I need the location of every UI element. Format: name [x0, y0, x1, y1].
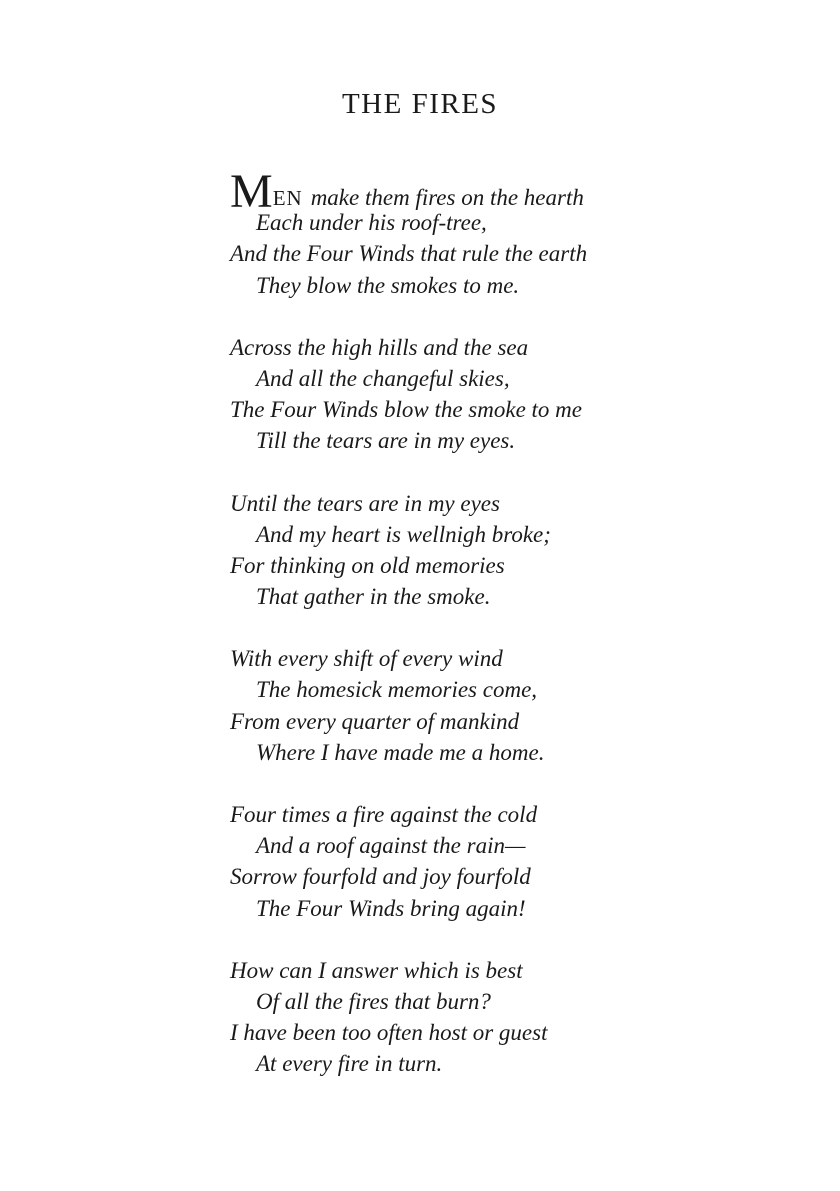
poem-line: That gather in the smoke.	[256, 584, 491, 610]
poem-line: And all the changeful skies,	[256, 365, 510, 391]
poem-line: At every fire in turn.	[256, 1051, 443, 1077]
poem-line: Where I have made me a home.	[256, 739, 545, 765]
stanza-1	[230, 165, 790, 301]
poem-title: THE FIRES	[341, 88, 499, 120]
stanza-6	[230, 955, 790, 1080]
poem-line: Of all the fires that burn?	[256, 988, 491, 1014]
poem-body	[230, 165, 790, 1111]
poem-line: I have been too often host or guest	[230, 1020, 548, 1046]
first-line-text: make them fires on the hearth	[310, 185, 584, 210]
poem-line: From every quarter of mankind	[230, 708, 520, 734]
poem-line: Four times a fire against the cold	[230, 802, 538, 827]
poem-line: The homesick memories come,	[256, 677, 538, 703]
poem-line: Each under his roof-tree,	[256, 210, 487, 236]
poem-line: With every shift of every wind	[230, 646, 503, 672]
stanza-3	[230, 488, 790, 613]
poem-line: Across the high hills and the sea	[230, 334, 529, 360]
poem-line: And the Four Winds that rule the earth	[230, 241, 588, 267]
poem-line: Till the tears are in my eyes.	[256, 428, 516, 454]
drop-cap: M	[230, 165, 273, 218]
poem-line: Until the tears are in my eyes	[230, 490, 500, 516]
poem-line: And my heart is wellnigh broke;	[256, 521, 551, 547]
poem-line: And a roof against the rain—	[256, 833, 526, 859]
stanza-5	[230, 799, 790, 924]
poem-line: Sorrow fourfold and joy fourfold	[230, 864, 531, 890]
stanza-4	[230, 643, 790, 768]
poem-line: The Four Winds bring again!	[256, 895, 526, 921]
poem-line	[230, 165, 790, 218]
poem-line: The Four Winds blow the smoke to me	[230, 397, 582, 423]
poem-line: For thinking on old memories	[230, 552, 505, 578]
poem-line: They blow the smokes to me.	[256, 272, 520, 298]
small-caps-word: EN	[272, 186, 303, 210]
poem-line: How can I answer which is best	[230, 957, 523, 983]
stanza-2	[230, 332, 790, 457]
